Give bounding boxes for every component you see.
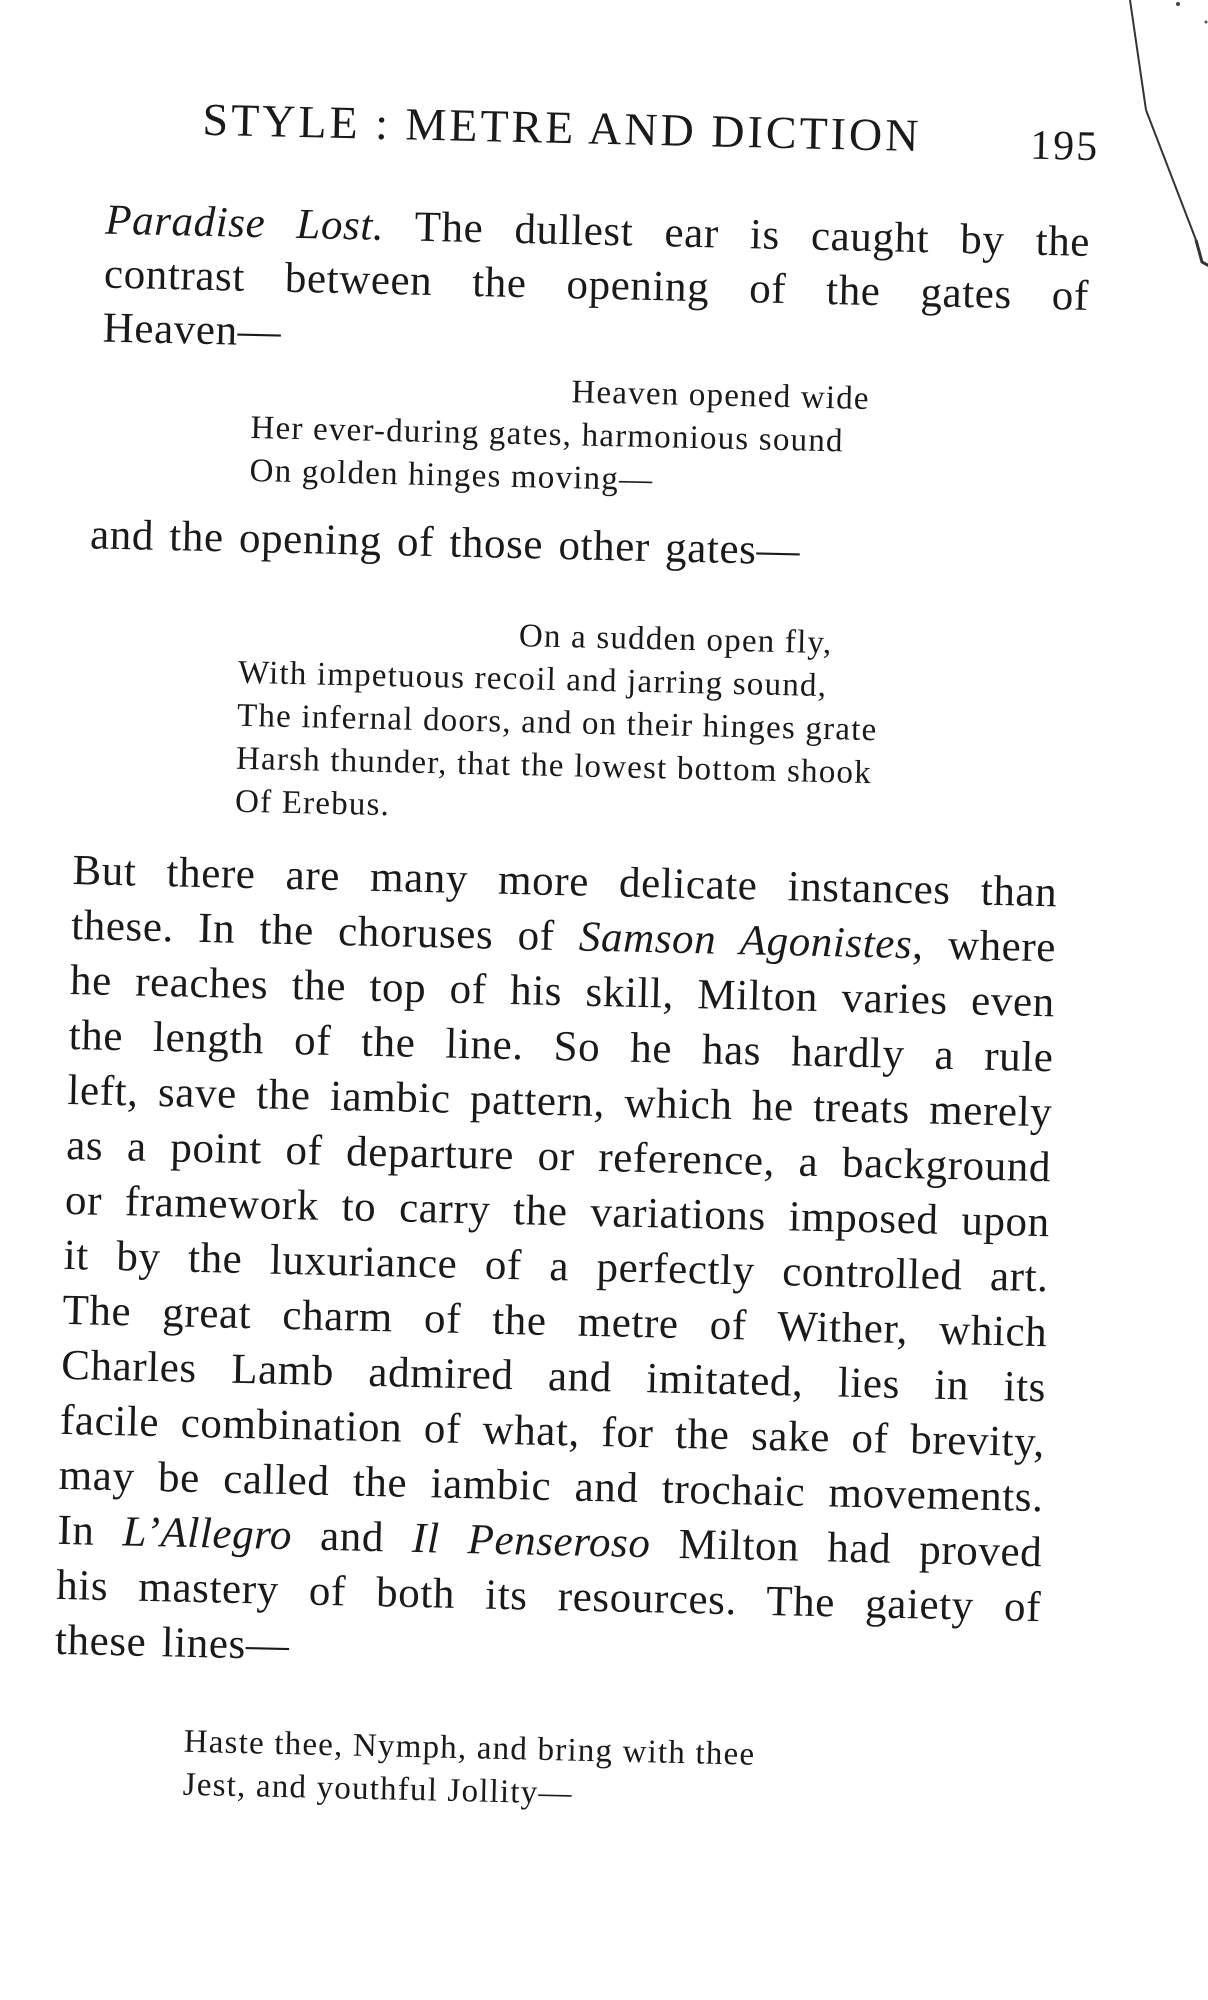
title-samson-agonistes: Samson Agonistes [578, 913, 913, 969]
text-span: The dullest ear is caught by the [383, 202, 1091, 266]
paragraph-line: it by the luxuriance of a perfectly controlled art. [63, 1231, 1050, 1302]
paragraph-line: The great charm of the metre of Wither, which [62, 1286, 1048, 1357]
paragraph-line: the length of the line. So he has hardly a rule [68, 1011, 1055, 1082]
running-head: STYLE : METRE AND DICTION [202, 93, 922, 162]
paragraph-line: he reaches the top of his skill, Milton varies even [69, 957, 1056, 1027]
paragraph-other-gates [90, 508, 991, 582]
verse-quote-heaven-gates [249, 364, 972, 509]
title-lallegro: L’Allegro [122, 1508, 293, 1560]
paragraph-line: or framework to carry the variations imposed upon [64, 1176, 1051, 1247]
paragraph-paradise-lost [102, 194, 1090, 378]
page-header [202, 93, 1100, 173]
paragraph-line: left, save the iambic pattern, which he treats merely [67, 1066, 1053, 1137]
text-span: and [291, 1512, 413, 1562]
text-span: these. In the choruses of [70, 902, 580, 961]
text-span: , where [911, 921, 1057, 972]
title-paradise-lost: Paradise Lost. [104, 196, 385, 250]
paragraph-delicate-instances [54, 843, 1057, 1690]
verse-line: The infernal doors, and on their hinges grate [236, 697, 878, 749]
page-number: 195 [1029, 122, 1100, 171]
paragraph-line: Heaven— [102, 304, 282, 356]
paragraph-line: contrast between the opening of the gates of [103, 250, 1090, 320]
verse-line: Haste thee, Nymph, and bring with thee [183, 1723, 756, 1773]
verse-line: Jest, and youthful Jollity— [182, 1766, 574, 1812]
verse-line: On golden hinges moving— [249, 452, 654, 499]
verse-line: On a sudden open fly, [518, 618, 833, 662]
verse-line: Harsh thunder, that the lowest bottom shook [235, 740, 873, 792]
paragraph-line: may be called the iambic and trochaic movements. [58, 1451, 1045, 1522]
paragraph-line: as a point of departure or reference, a background [65, 1121, 1052, 1192]
paragraph-line: these lines— [54, 1616, 291, 1670]
paragraph-line: and the opening of those other gates— [89, 511, 801, 575]
paragraph-line: But there are many more delicate instances than [71, 847, 1058, 917]
paragraph-line: Charles Lamb admired and imitated, lies in its [60, 1341, 1047, 1412]
verse-line: Her ever-during gates, harmonious sound [250, 409, 845, 460]
paragraph-line: facile combination of what, for the sake of brevity, [59, 1396, 1046, 1467]
text-span: In [57, 1506, 124, 1556]
verse-line: Of Erebus. [234, 783, 391, 824]
verse-quote-hell-gates [235, 609, 1020, 842]
verse-line: Heaven opened wide [571, 374, 871, 417]
verse-line: With impetuous recoil and jarring sound, [237, 654, 828, 705]
scan-edge-marks [1078, 0, 1208, 300]
text-span: Milton had proved [650, 1520, 1043, 1577]
paragraph-line: his mastery of both its resources. The gaiety of [55, 1561, 1042, 1632]
verse-quote-lallegro [182, 1721, 964, 1825]
title-il-penseroso: Il Penseroso [411, 1514, 652, 1568]
